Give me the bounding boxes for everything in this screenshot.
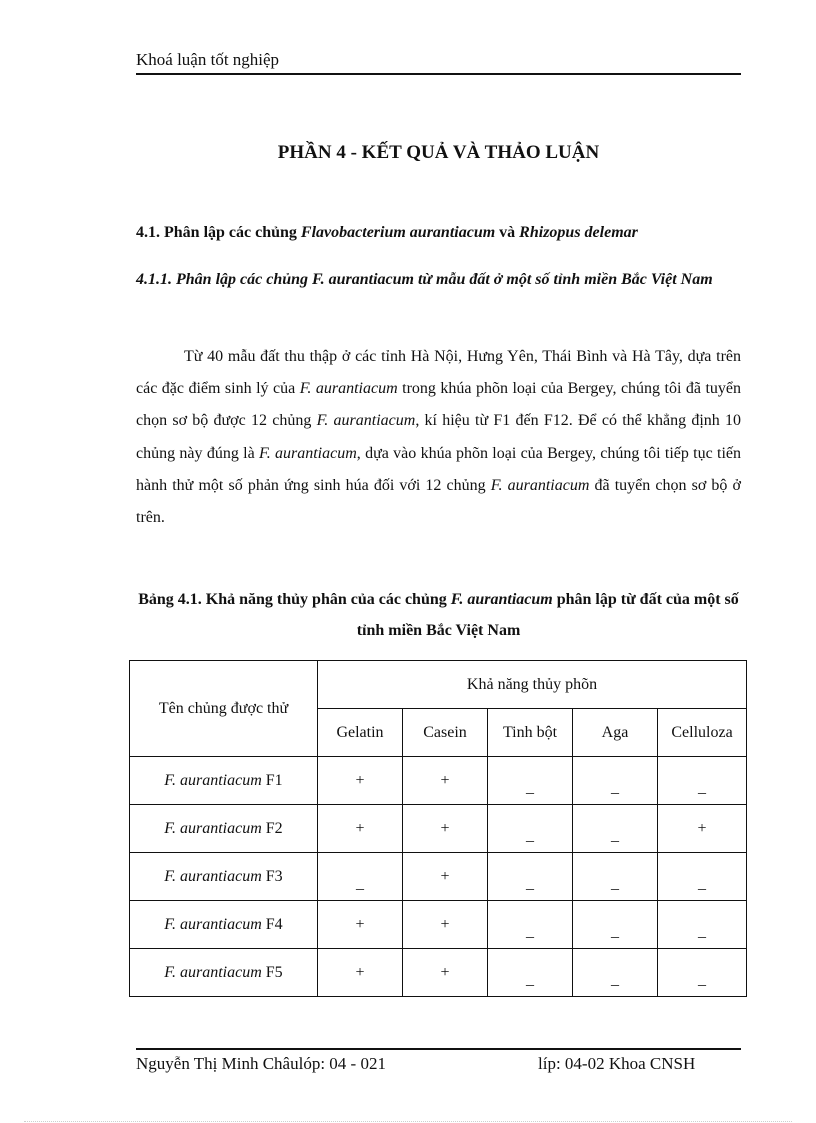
species-name: F. aurantiacum bbox=[258, 444, 357, 462]
result-cell: + bbox=[403, 805, 488, 853]
strain-species: F. aurantiacum bbox=[164, 819, 262, 837]
table-row bbox=[130, 853, 747, 901]
paragraph-text: Từ 40 mẫu đất thu thập ở các tỉnh Hà Nội, Hưng Yên, Thái Bình và Hà Tây, dựa trên các đặc điểm sinh lý của bbox=[136, 348, 741, 398]
footer-class: líp: 04-02 Khoa CNSH bbox=[538, 1054, 696, 1073]
caption-text: phân lập từ đất của một số tỉnh miền Bắc Việt Nam bbox=[356, 591, 739, 639]
result-cell: + bbox=[403, 949, 488, 997]
caption-species: F. aurantiacum bbox=[450, 591, 553, 608]
hydrolysis-table bbox=[129, 660, 747, 997]
result-cell bbox=[658, 901, 747, 949]
paragraph-text: , kí hiệu từ F1 đến F12. Để có thể khẳng định 10 chủng này đúng là bbox=[136, 412, 742, 462]
negative-mark: _ bbox=[526, 778, 534, 796]
row-header-cell: Tên chủng được thử bbox=[130, 661, 318, 757]
negative-mark: _ bbox=[698, 922, 707, 940]
result-cell: + bbox=[403, 853, 488, 901]
column-header: Celluloza bbox=[658, 709, 747, 757]
strain-cell bbox=[130, 949, 318, 997]
species-name: F. aurantiacum bbox=[490, 476, 590, 494]
strain-cell bbox=[130, 805, 318, 853]
section-text: Phân lập các chủng bbox=[164, 224, 297, 241]
negative-mark: _ bbox=[526, 970, 534, 988]
body-paragraph bbox=[136, 341, 741, 534]
negative-mark: _ bbox=[526, 874, 534, 892]
species-name: F. aurantiacum bbox=[299, 380, 398, 398]
result-cell bbox=[658, 853, 747, 901]
species-name: F. aurantiacum bbox=[316, 412, 416, 430]
page-bottom-edge bbox=[24, 1121, 792, 1122]
page-header-title: Khoá luận tốt nghiệp bbox=[136, 50, 280, 69]
header-divider bbox=[136, 73, 741, 75]
section-conjunction: và bbox=[499, 224, 516, 241]
negative-mark: _ bbox=[611, 922, 619, 940]
strain-cell bbox=[130, 757, 318, 805]
paragraph-text: đã tuyển chọn sơ bộ ở trên. bbox=[136, 476, 742, 527]
column-header: Aga bbox=[573, 709, 658, 757]
result-cell: + bbox=[318, 949, 403, 997]
result-cell: + bbox=[403, 757, 488, 805]
footer-divider bbox=[136, 1048, 741, 1050]
column-header: Tinh bột bbox=[488, 709, 573, 757]
result-cell bbox=[573, 949, 658, 997]
result-cell bbox=[573, 805, 658, 853]
strain-species: F. aurantiacum bbox=[164, 915, 262, 933]
table-caption bbox=[136, 584, 741, 646]
result-cell bbox=[488, 757, 573, 805]
strain-code: F5 bbox=[265, 963, 283, 981]
negative-mark: _ bbox=[611, 826, 619, 844]
negative-mark: _ bbox=[526, 922, 534, 940]
result-cell: + bbox=[658, 805, 747, 853]
result-cell bbox=[573, 901, 658, 949]
column-header: Casein bbox=[403, 709, 488, 757]
table-row bbox=[130, 757, 747, 805]
strain-species: F. aurantiacum bbox=[164, 867, 262, 885]
negative-mark: _ bbox=[698, 874, 707, 892]
negative-mark: _ bbox=[611, 874, 619, 892]
result-cell bbox=[573, 757, 658, 805]
strain-species: F. aurantiacum bbox=[164, 771, 262, 789]
paragraph-text: , dựa vào khúa phõn loại của Bergey, chúng tôi tiếp tục tiến hành thử một số phản ứng sinh húa đối với 12 chủng bbox=[136, 444, 742, 494]
result-cell bbox=[488, 901, 573, 949]
result-cell bbox=[488, 853, 573, 901]
chapter-title: PHẦN 4 - KẾT QUẢ VÀ THẢO LUẬN bbox=[277, 142, 600, 163]
group-header-cell: Khả năng thủy phõn bbox=[318, 661, 747, 709]
section-number: 4.1. bbox=[136, 224, 160, 241]
caption-text: Bảng 4.1. Khả năng thủy phân của các chủng bbox=[138, 591, 447, 608]
result-cell bbox=[488, 805, 573, 853]
section-organism-2: Rhizopus delemar bbox=[519, 224, 638, 241]
table-row bbox=[130, 901, 747, 949]
subsection-heading: 4.1.1. Phân lập các chủng F. aurantiacum từ mẫu đất ở một số tỉnh miền Bắc Việt Nam bbox=[136, 271, 713, 288]
result-cell bbox=[658, 757, 747, 805]
footer-author: Nguyễn Thị Minh Châulóp: 04 - 021 bbox=[136, 1054, 386, 1073]
result-cell bbox=[658, 949, 747, 997]
section-organism-1: Flavobacterium aurantiacum bbox=[300, 224, 496, 241]
table-row bbox=[130, 805, 747, 853]
strain-code: F3 bbox=[265, 867, 283, 885]
paragraph-text: trong khúa phõn loại của Bergey, chúng tôi đã tuyển chọn sơ bộ được 12 chủng bbox=[136, 380, 742, 430]
result-cell: + bbox=[318, 757, 403, 805]
strain-code: F4 bbox=[265, 915, 283, 933]
negative-mark: _ bbox=[698, 778, 707, 796]
negative-mark: _ bbox=[356, 874, 364, 892]
result-cell bbox=[488, 949, 573, 997]
strain-code: F1 bbox=[265, 771, 283, 789]
negative-mark: _ bbox=[611, 778, 619, 796]
section-heading bbox=[136, 224, 638, 242]
negative-mark: _ bbox=[698, 970, 707, 988]
result-cell bbox=[318, 853, 403, 901]
result-cell: + bbox=[318, 901, 403, 949]
strain-cell bbox=[130, 901, 318, 949]
negative-mark: _ bbox=[611, 970, 619, 988]
strain-species: F. aurantiacum bbox=[164, 963, 262, 981]
column-header: Gelatin bbox=[318, 709, 403, 757]
result-cell: + bbox=[403, 901, 488, 949]
result-cell: + bbox=[318, 805, 403, 853]
strain-code: F2 bbox=[265, 819, 283, 837]
strain-cell bbox=[130, 853, 318, 901]
negative-mark: _ bbox=[526, 826, 534, 844]
table-row bbox=[130, 949, 747, 997]
result-cell bbox=[573, 853, 658, 901]
